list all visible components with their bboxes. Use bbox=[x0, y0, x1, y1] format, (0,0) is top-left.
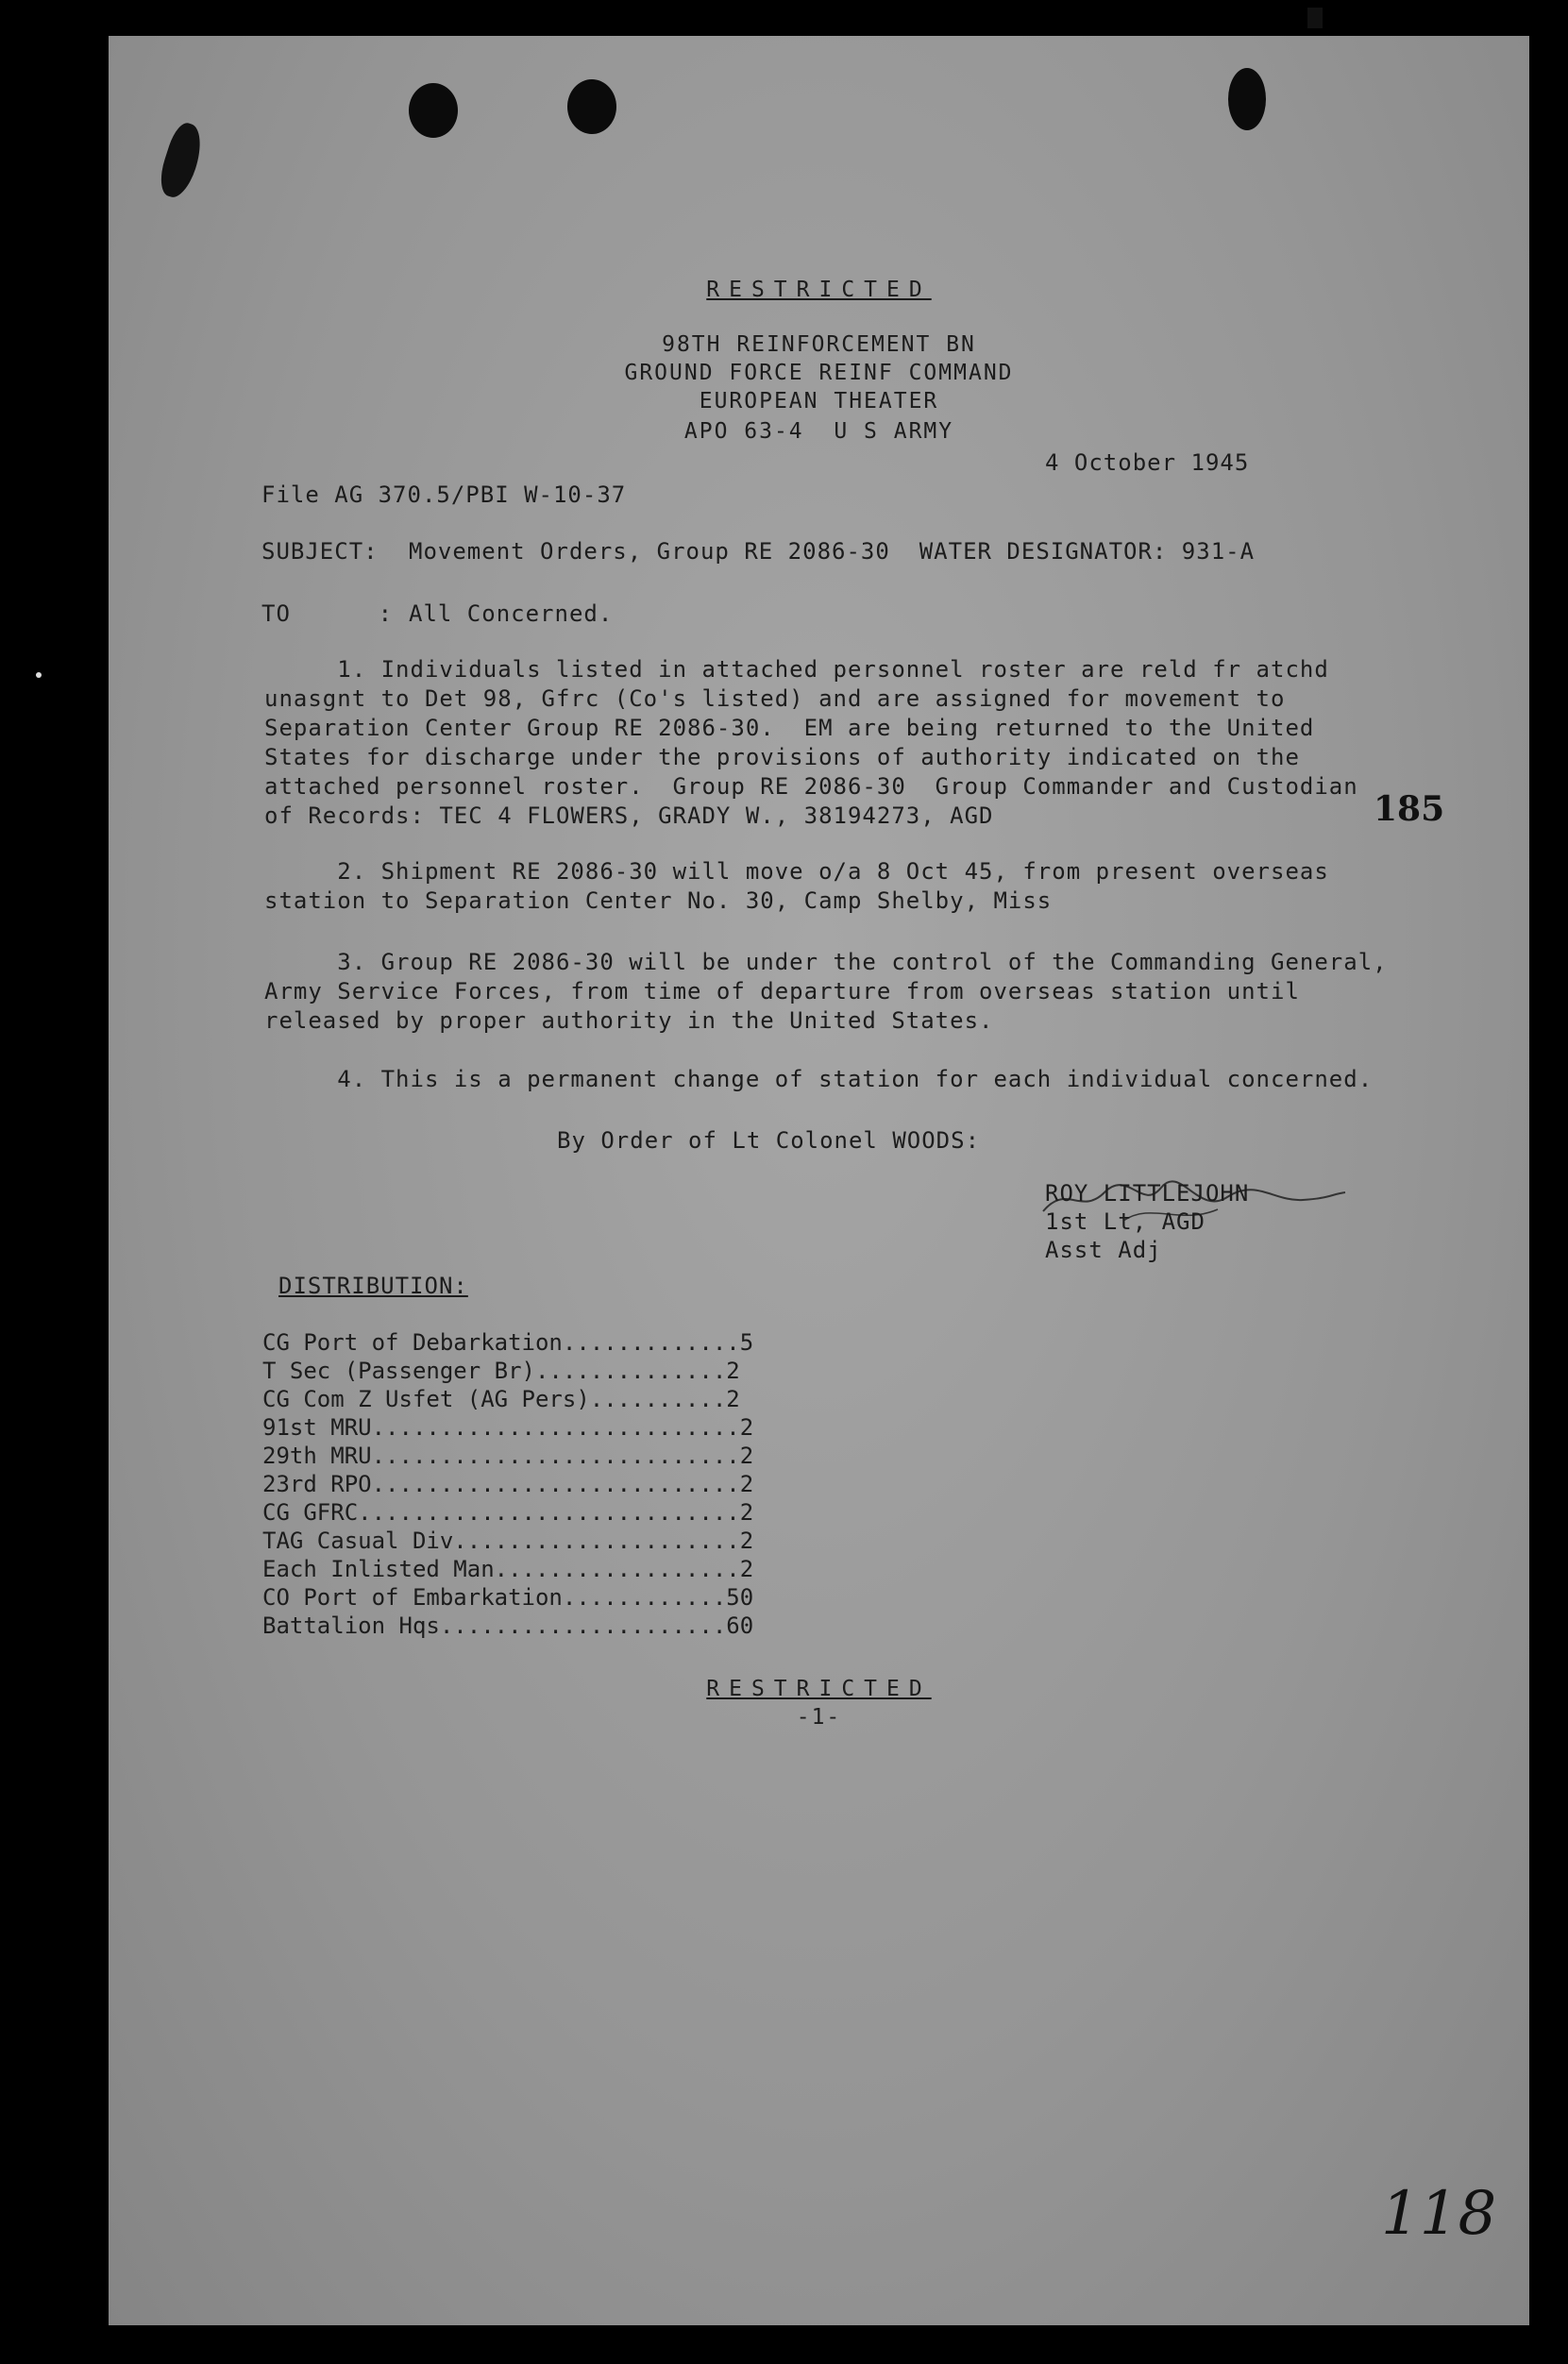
distribution-row: Each Inlisted Man..................2 bbox=[262, 1556, 754, 1582]
distribution-row: 29th MRU...........................2 bbox=[262, 1443, 754, 1469]
unit-line-4: APO 63-4 U S ARMY bbox=[683, 419, 954, 444]
signer-rank: 1st Lt, AGD bbox=[1045, 1208, 1206, 1235]
distribution-row: 23rd RPO...........................2 bbox=[262, 1471, 754, 1497]
distribution-row: 91st MRU...........................2 bbox=[262, 1414, 754, 1441]
classification-bottom: RESTRICTED bbox=[706, 1677, 932, 1701]
file-reference: File AG 370.5/PBI W-10-37 bbox=[261, 481, 627, 508]
distribution-row: CO Port of Embarkation............50 bbox=[262, 1584, 754, 1611]
unit-line-2: GROUND FORCE REINF COMMAND bbox=[624, 361, 1014, 385]
punch-hole bbox=[409, 83, 458, 138]
distribution-row: CG GFRC............................2 bbox=[262, 1499, 754, 1526]
signer-name: ROY LITTLEJOHN bbox=[1045, 1180, 1250, 1207]
order-line: By Order of Lt Colonel WOODS: bbox=[557, 1127, 981, 1154]
film-mark bbox=[1307, 8, 1323, 28]
punch-hole bbox=[567, 79, 616, 134]
signer-title: Asst Adj bbox=[1045, 1237, 1162, 1263]
paragraph-2: 2. Shipment RE 2086-30 will move o/a 8 Oct 45, from present overseas station to Separation Center No. 30, Camp Shelby, Miss bbox=[264, 858, 1329, 914]
document-page bbox=[109, 36, 1529, 2325]
classification-top: RESTRICTED bbox=[706, 278, 932, 302]
distribution-row: T Sec (Passenger Br)..............2 bbox=[262, 1358, 740, 1384]
to-label: TO : bbox=[261, 600, 394, 627]
paragraph-4: 4. This is a permanent change of station for each individual concerned. bbox=[264, 1066, 1374, 1092]
paragraph-1: 1. Individuals listed in attached personnel roster are reld fr atchd unasgnt to Det 98, Gfrc (Co's listed) and are assigned for movement to Separation Center Group RE 2086-30. EM are being returned to the United States for discharge under the provisions of authority indicated on the attached personnel roster. Group RE 2086-30 Group Commander and Custodian of Records: TEC 4 FLOWERS, GRADY W., 38194273, AGD bbox=[264, 656, 1358, 829]
page-number: -1- bbox=[796, 1705, 842, 1730]
distribution-row: TAG Casual Div.....................2 bbox=[262, 1528, 754, 1554]
unit-line-1: 98TH REINFORCEMENT BN bbox=[662, 332, 976, 357]
subject-label: SUBJECT: bbox=[261, 538, 379, 565]
handwritten-number: 118 bbox=[1381, 2179, 1497, 2249]
distribution-heading: DISTRIBUTION: bbox=[278, 1273, 468, 1299]
to-text: All Concerned. bbox=[409, 600, 614, 627]
edge-speck bbox=[36, 672, 42, 678]
ink-blot bbox=[154, 120, 208, 202]
paragraph-3: 3. Group RE 2086-30 will be under the control of the Commanding General, Army Service Forces, from time of departure from overseas station until released by proper authority in the United States. bbox=[264, 949, 1388, 1034]
distribution-row: Battalion Hqs.....................60 bbox=[262, 1613, 754, 1639]
subject-text: Movement Orders, Group RE 2086-30 WATER DESIGNATOR: 931-A bbox=[409, 538, 1256, 565]
punch-hole bbox=[1228, 68, 1266, 130]
stamp-number: 185 bbox=[1374, 789, 1445, 829]
distribution-row: CG Port of Debarkation.............5 bbox=[262, 1329, 754, 1356]
unit-line-3: EUROPEAN THEATER bbox=[699, 389, 939, 414]
document-date: 4 October 1945 bbox=[1045, 449, 1250, 476]
distribution-row: CG Com Z Usfet (AG Pers)..........2 bbox=[262, 1386, 740, 1412]
